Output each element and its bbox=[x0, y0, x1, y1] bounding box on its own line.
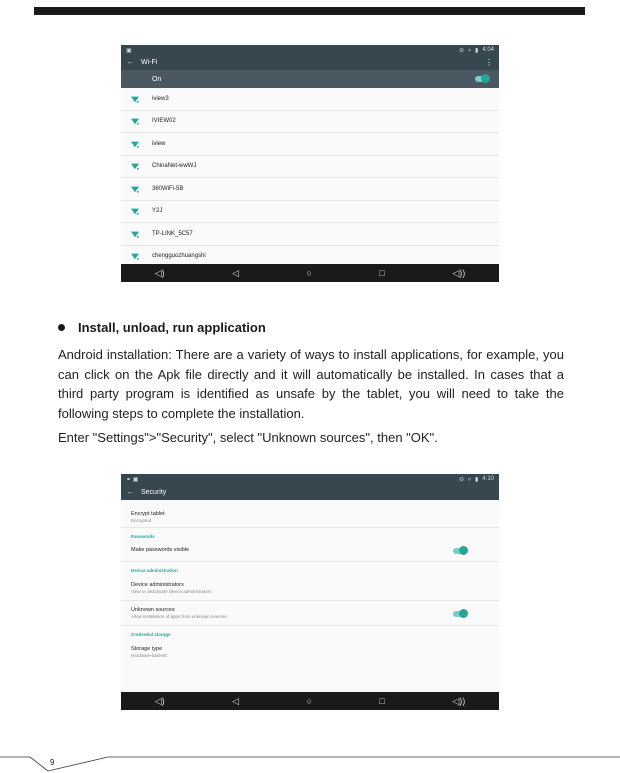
wifi-network-item[interactable] bbox=[121, 201, 499, 224]
wifi-network-name: 360WiFi-5B bbox=[152, 185, 184, 192]
wifi-state-label: On bbox=[152, 75, 162, 83]
page-number: 9 bbox=[50, 758, 55, 767]
notification-icon: ▣ bbox=[126, 47, 132, 54]
heading-text: Install, unload, run application bbox=[78, 320, 266, 335]
setting-title: Storage type bbox=[131, 646, 163, 652]
dnd-icon: ⊖ bbox=[458, 476, 464, 483]
wifi-signal-icon bbox=[131, 162, 139, 170]
security-screenshot bbox=[121, 474, 499, 710]
wifi-screenshot bbox=[121, 45, 499, 282]
status-bar bbox=[121, 474, 499, 484]
passwords-header bbox=[131, 534, 489, 539]
device-admin-header bbox=[131, 568, 489, 573]
footer-line bbox=[0, 745, 620, 773]
overflow-menu-icon[interactable]: ⋮ bbox=[485, 58, 493, 67]
category-header: Passwords bbox=[131, 534, 155, 539]
app-bar bbox=[121, 55, 499, 70]
body-paragraph: Android installation: There are a variety of ways to install applications, for example, you can click on the Apk file directly and it will automatically be installed. In cases that a third party program is identified as unsafe by the tablet, you will need to take the following steps to complete the installation. bbox=[58, 347, 564, 421]
home-nav-icon[interactable]: ○ bbox=[306, 268, 312, 278]
volume-up-icon[interactable]: ◁)) bbox=[452, 267, 466, 278]
wifi-network-item[interactable] bbox=[121, 111, 499, 134]
wifi-signal-icon bbox=[131, 207, 139, 215]
volume-down-icon[interactable]: ◁) bbox=[154, 695, 165, 706]
divider bbox=[121, 625, 499, 626]
setting-title: Encrypt tablet bbox=[131, 511, 165, 517]
divider bbox=[121, 527, 499, 528]
wifi-network-name: chengguozhuangshi bbox=[152, 253, 206, 260]
screen-title: Wi-Fi bbox=[141, 59, 158, 66]
wifi-signal-icon bbox=[131, 140, 139, 148]
wifi-network-item[interactable] bbox=[121, 223, 499, 246]
setting-summary: Allow installation of apps from unknown sources bbox=[131, 614, 227, 619]
navigation-bar bbox=[121, 692, 499, 710]
recents-nav-icon[interactable]: □ bbox=[379, 696, 385, 706]
dnd-icon: ⊖ bbox=[458, 47, 464, 54]
back-arrow-icon[interactable]: ← bbox=[127, 488, 134, 496]
wifi-network-name: iview bbox=[152, 140, 166, 147]
wifi-signal-icon bbox=[131, 117, 139, 125]
wifi-network-item[interactable] bbox=[121, 178, 499, 201]
wifi-toggle-row[interactable] bbox=[121, 70, 499, 88]
setting-title: Unknown sources bbox=[131, 607, 175, 613]
section-heading bbox=[58, 320, 266, 335]
setting-title: Make passwords visible bbox=[131, 547, 190, 553]
screen-title: Security bbox=[141, 488, 167, 496]
wifi-network-name: TP-LINK_5C57 bbox=[152, 230, 193, 237]
battery-icon: ▮ bbox=[475, 47, 479, 54]
wifi-signal-icon bbox=[131, 252, 139, 260]
wifi-network-item[interactable] bbox=[121, 88, 499, 111]
instruction-text: Enter "Settings">"Security", select "Unknown sources", then "OK". bbox=[58, 430, 438, 445]
unknown-sources-toggle[interactable] bbox=[453, 611, 467, 617]
wifi-signal-icon bbox=[131, 95, 139, 103]
wifi-network-name: ChinaNet-wwWJ bbox=[152, 163, 197, 170]
wifi-network-item[interactable] bbox=[121, 156, 499, 179]
make-passwords-visible-item[interactable] bbox=[131, 547, 489, 553]
header-bar bbox=[34, 7, 585, 15]
battery-icon: ▮ bbox=[475, 476, 479, 483]
unknown-sources-item[interactable] bbox=[131, 607, 489, 619]
bullet-icon bbox=[58, 324, 65, 331]
category-header: Device administration bbox=[131, 568, 178, 573]
wifi-signal-icon bbox=[131, 230, 139, 238]
divider bbox=[121, 561, 499, 562]
wifi-network-list bbox=[121, 88, 499, 268]
security-settings bbox=[121, 511, 499, 658]
back-nav-icon[interactable]: ◁ bbox=[232, 267, 240, 278]
setting-summary: View or deactivate device administrators bbox=[131, 589, 212, 594]
wifi-status-icon: ▿ bbox=[467, 47, 471, 54]
back-nav-icon[interactable]: ◁ bbox=[232, 695, 240, 706]
navigation-bar bbox=[121, 264, 499, 282]
wifi-status-icon: ▿ bbox=[467, 476, 471, 483]
app-bar bbox=[121, 484, 499, 500]
storage-type-item[interactable] bbox=[131, 646, 489, 658]
volume-down-icon[interactable]: ◁) bbox=[154, 267, 165, 278]
divider bbox=[121, 600, 499, 601]
setting-summary: Encrypted bbox=[131, 518, 152, 523]
wifi-network-name: iview3 bbox=[152, 95, 169, 102]
notification-icon: ⚭ ▣ bbox=[126, 476, 139, 483]
wifi-signal-icon bbox=[131, 185, 139, 193]
setting-summary: Hardware-backed bbox=[131, 653, 167, 658]
make-passwords-visible-toggle[interactable] bbox=[453, 548, 467, 554]
status-time: 4:04 bbox=[482, 47, 494, 53]
status-time: 4:10 bbox=[482, 476, 494, 482]
credential-storage-header bbox=[131, 632, 489, 637]
status-bar bbox=[121, 45, 499, 55]
wifi-toggle[interactable] bbox=[475, 76, 489, 82]
wifi-network-item[interactable] bbox=[121, 133, 499, 156]
back-arrow-icon[interactable]: ← bbox=[127, 59, 134, 66]
home-nav-icon[interactable]: ○ bbox=[306, 696, 312, 706]
wifi-network-name: Y2J bbox=[152, 208, 163, 215]
setting-title: Device administrators bbox=[131, 582, 184, 588]
recents-nav-icon[interactable]: □ bbox=[379, 268, 385, 278]
encrypt-tablet-item[interactable] bbox=[131, 511, 489, 523]
volume-up-icon[interactable]: ◁)) bbox=[452, 695, 466, 706]
wifi-network-name: IVIEW02 bbox=[152, 118, 176, 125]
device-administrators-item[interactable] bbox=[131, 582, 489, 594]
category-header: Credential storage bbox=[131, 632, 171, 637]
